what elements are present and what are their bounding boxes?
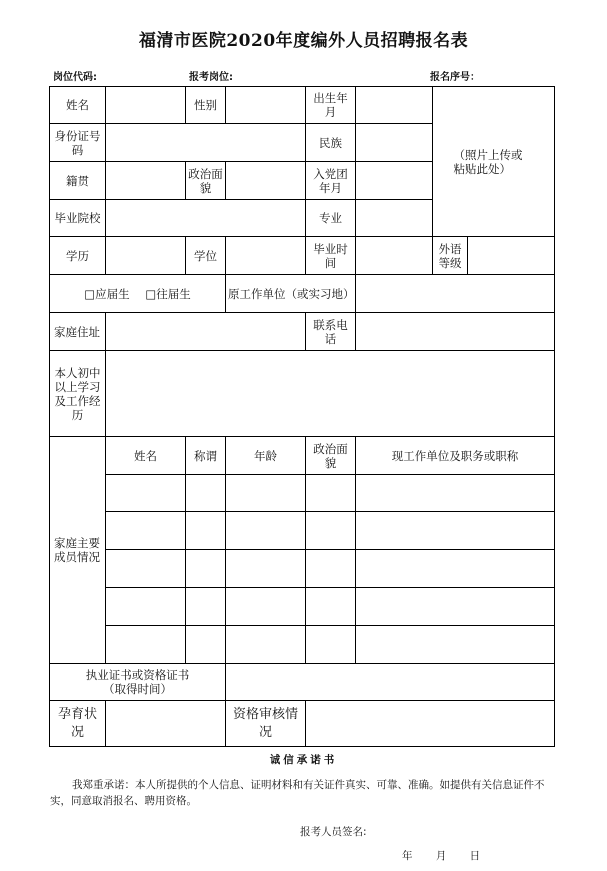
post-code-label: 岗位代码: (53, 72, 97, 83)
party-date-field[interactable] (356, 162, 433, 200)
license-label-line2: （取得时间） (103, 682, 172, 696)
license-label (50, 664, 226, 701)
party-date-label: 入党团年月 (306, 162, 356, 200)
orig-unit-field[interactable] (356, 275, 555, 313)
degree-field[interactable] (226, 237, 306, 275)
school-field[interactable] (106, 200, 306, 237)
family-row (50, 626, 555, 664)
family-row (50, 475, 555, 512)
family-col-relation: 称谓 (186, 437, 226, 475)
ethnicity-label: 民族 (306, 124, 356, 162)
major-field[interactable] (356, 200, 433, 237)
phone-field[interactable] (356, 313, 555, 351)
family-row (50, 512, 555, 550)
pledge-title: 诚信承诺书 (269, 754, 338, 766)
pledge-text: 我郑重承诺：本人所提供的个人信息、证明材料和有关证件真实、可靠、准确。如提供有关信息证件不实，同意取消报名、聘用资格。 (50, 779, 545, 807)
gender-field[interactable] (226, 87, 306, 124)
degree-label: 学位 (186, 237, 226, 275)
id-card-label: 身份证号码 (50, 124, 106, 162)
native-place-field[interactable] (106, 162, 186, 200)
native-place-label: 籍贯 (50, 162, 106, 200)
grad-date-label: 毕业时间 (306, 237, 356, 275)
license-label-line1: 执业证书或资格证书 (85, 668, 190, 682)
date-line: 年 月 日 (402, 850, 481, 862)
family-col-job: 现工作单位及职务或职称 (356, 437, 555, 475)
license-field[interactable] (226, 664, 555, 701)
post-name-label: 报考岗位: (189, 72, 233, 83)
serial-number-label: 报名序号： (430, 72, 480, 83)
name-field[interactable] (106, 87, 186, 124)
birth-label: 出生年月 (306, 87, 356, 124)
family-label: 家庭主要成员情况 (50, 437, 106, 664)
birth-field[interactable] (356, 87, 433, 124)
graduate-type-cell (50, 275, 226, 313)
family-col-political: 政治面貌 (306, 437, 356, 475)
signature-label: 报考人员签名: (300, 826, 367, 838)
orig-unit-label: 原工作单位（或实习地） (226, 275, 356, 313)
education-label: 学历 (50, 237, 106, 275)
address-field[interactable] (106, 313, 306, 351)
phone-label: 联系电话 (306, 313, 356, 351)
gender-label: 性别 (186, 87, 226, 124)
registration-form-table (49, 86, 555, 747)
review-label: 资格审核情况 (226, 701, 306, 747)
family-col-age: 年龄 (226, 437, 306, 475)
review-field[interactable] (306, 701, 555, 747)
name-label: 姓名 (50, 87, 106, 124)
political-field[interactable] (226, 162, 306, 200)
past-graduate-checkbox[interactable]: □往届生 (145, 286, 191, 301)
address-label: 家庭住址 (50, 313, 106, 351)
page-title: 福清市医院2020年度编外人员招聘报名表 (138, 31, 469, 51)
major-label: 专业 (306, 200, 356, 237)
history-label: 本人初中以上学习及工作经历 (50, 351, 106, 437)
ethnicity-field[interactable] (356, 124, 433, 162)
family-row (50, 588, 555, 626)
family-col-name: 姓名 (106, 437, 186, 475)
history-field[interactable] (106, 351, 555, 437)
education-field[interactable] (106, 237, 186, 275)
fresh-graduate-checkbox[interactable]: □应届生 (84, 286, 130, 301)
photo-hint: （照片上传或粘贴此处） (453, 147, 523, 176)
lang-level-field[interactable] (468, 237, 555, 275)
lang-level-label: 外语等级 (433, 237, 468, 275)
id-card-field[interactable] (106, 124, 306, 162)
pregnancy-label: 孕育状况 (50, 701, 106, 747)
grad-date-field[interactable] (356, 237, 433, 275)
pregnancy-field[interactable] (106, 701, 226, 747)
photo-box[interactable] (433, 87, 555, 237)
school-label: 毕业院校 (50, 200, 106, 237)
family-row (50, 550, 555, 588)
political-label: 政治面貌 (186, 162, 226, 200)
